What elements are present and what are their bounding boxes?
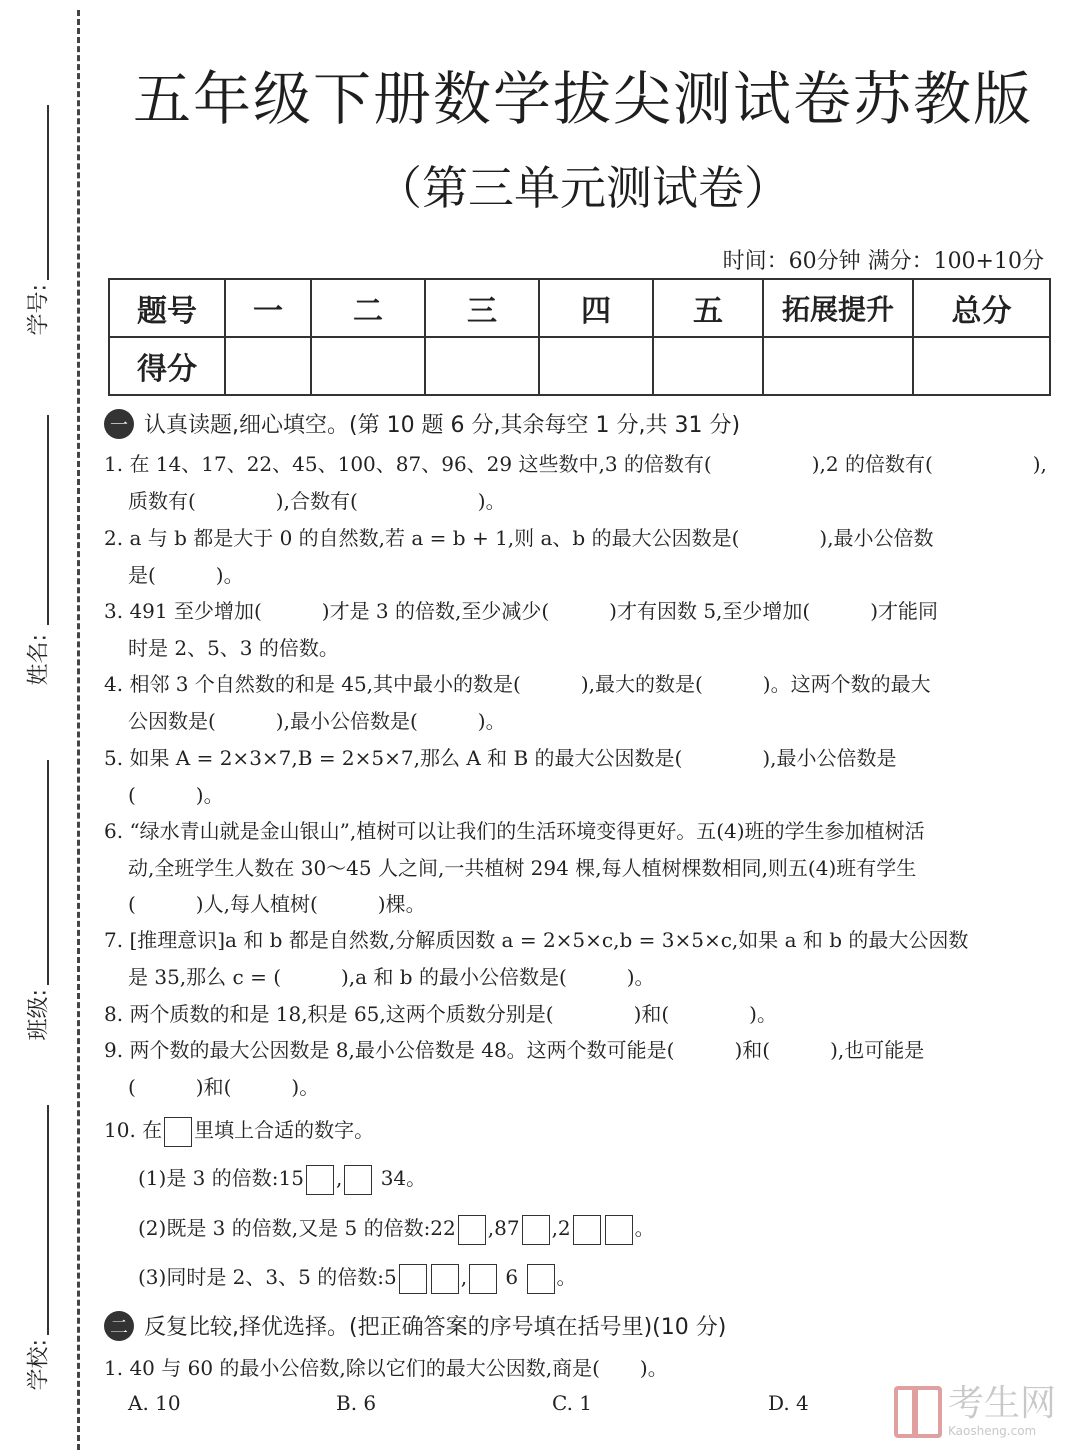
score-header-cell: 四	[539, 279, 653, 337]
question-line: 4. 相邻 3 个自然数的和是 45,其中最小的数是( ),最大的数是( )。这两个数的最大	[104, 672, 931, 696]
q10-sub1	[138, 1162, 426, 1195]
question-line: 是( )。	[128, 562, 244, 587]
question-line: 3. 491 至少增加( )才是 3 的倍数,至少减少( )才有因数 5,至少增加( )才能同	[104, 599, 939, 623]
score-header-cell: 题号	[109, 279, 225, 337]
question-2	[104, 520, 1048, 593]
question-line: 8. 两个质数的和是 18,积是 65,这两个质数分别是( )和( )。	[104, 1002, 777, 1026]
q10-sub2-text: ,2	[551, 1216, 571, 1240]
score-cell[interactable]	[425, 337, 539, 395]
name-field-line[interactable]	[47, 415, 49, 625]
question-4	[104, 666, 1048, 739]
answer-box[interactable]	[458, 1215, 486, 1245]
score-cell[interactable]	[539, 337, 653, 395]
q10-suffix: 里填上合适的数字。	[194, 1118, 375, 1142]
score-cell[interactable]	[653, 337, 763, 395]
binding-dashed-line	[77, 10, 80, 1450]
question-line: 动,全班学生人数在 30～45 人之间,一共植树 294 棵,每人植树棵数相同,则五(4)班有学生	[128, 855, 917, 880]
watermark-domain: Kaosheng.com	[947, 1424, 1037, 1438]
score-cell[interactable]	[913, 337, 1050, 395]
question-line: 1. 在 14、17、22、45、100、87、96、29 这些数中,3 的倍数有( ),2 的倍数有( ),	[104, 452, 1047, 476]
question-line: 质数有( ),合数有( )。	[128, 488, 506, 513]
student-no-field-line[interactable]	[47, 105, 49, 280]
watermark-logo-icon	[894, 1386, 942, 1438]
question-6	[104, 813, 1048, 923]
answer-box[interactable]	[527, 1264, 555, 1294]
section-number-badge: 一	[104, 409, 134, 439]
question-line: 6. “绿水青山就是金山银山”,植树可以让我们的生活环境变得更好。五(4)班的学生参加植树活	[104, 819, 925, 843]
section2-question-1	[104, 1350, 1048, 1387]
q10-prefix: 10. 在	[104, 1118, 163, 1142]
option-a[interactable]: A. 10	[128, 1391, 181, 1415]
score-header-cell: 总分	[913, 279, 1050, 337]
answer-box[interactable]	[399, 1264, 427, 1294]
school-field-line[interactable]	[47, 1105, 49, 1335]
section-two-heading	[104, 1310, 726, 1341]
q10-sub1-text: 34。	[380, 1166, 427, 1190]
question-line: 9. 两个数的最大公因数是 8,最小公倍数是 48。这两个数可能是( )和( ),也可能是	[104, 1038, 925, 1062]
answer-box[interactable]	[605, 1215, 633, 1245]
question-line: 时是 2、5、3 的倍数。	[128, 635, 339, 660]
answer-box[interactable]	[306, 1165, 334, 1195]
q10-sub2	[138, 1212, 655, 1245]
name-label: 姓名:	[26, 634, 52, 686]
q10-sub3-text: ,	[460, 1265, 468, 1289]
exam-meta: 时间：60分钟 满分：100+10分	[722, 249, 1044, 274]
score-cell[interactable]	[311, 337, 425, 395]
question-10	[104, 1112, 1048, 1149]
score-cell[interactable]	[225, 337, 311, 395]
q10-sub2-text: 。	[634, 1216, 655, 1240]
section-one-title: 认真读题,细心填空。(第 10 题 6 分,其余每空 1 分,共 31 分)	[144, 413, 741, 438]
question-line: ( )人,每人植树( )棵。	[128, 892, 426, 916]
question-line: 公因数是( ),最小公倍数是( )。	[128, 708, 506, 733]
option-d[interactable]: D. 4	[768, 1391, 809, 1415]
answer-box[interactable]	[573, 1215, 601, 1245]
question-line: 7. [推理意识]a 和 b 都是自然数,分解质因数 a = 2×5×c,b = 3×5×c,如果 a 和 b 的最大公因数	[104, 928, 969, 952]
question-1	[104, 446, 1048, 519]
q10-sub3-text: (3)同时是 2、3、5 的倍数:5	[138, 1265, 397, 1289]
q10-sub3-text: 。	[556, 1265, 577, 1289]
question-line: 2. a 与 b 都是大于 0 的自然数,若 a = b + 1,则 a、b 的最大公因数是( ),最小公倍数	[104, 526, 934, 550]
student-no-label: 学号:	[26, 284, 52, 336]
question-5	[104, 740, 1048, 813]
q10-sub2-text: ,87	[487, 1216, 520, 1240]
answer-box[interactable]	[344, 1165, 372, 1195]
question-9	[104, 1032, 1048, 1105]
question-8	[104, 996, 1048, 1033]
question-7	[104, 922, 1048, 995]
answer-box[interactable]	[522, 1215, 550, 1245]
score-row-label: 得分	[109, 337, 225, 395]
score-table	[108, 278, 1051, 396]
watermark-name: 考生网	[947, 1383, 1056, 1424]
score-table-header-row	[109, 279, 1050, 337]
score-header-cell: 五	[653, 279, 763, 337]
answer-box[interactable]	[469, 1264, 497, 1294]
score-header-cell: 一	[225, 279, 311, 337]
question-line: 是 35,那么 c = ( ),a 和 b 的最小公倍数是( )。	[128, 964, 655, 989]
question-3	[104, 593, 1048, 666]
section-two-title: 反复比较,择优选择。(把正确答案的序号填在括号里)(10 分)	[144, 1315, 727, 1340]
page-subtitle: （第三单元测试卷）	[376, 161, 790, 215]
section-number-badge: 二	[104, 1311, 134, 1341]
question-line: 5. 如果 A = 2×3×7,B = 2×5×7,那么 A 和 B 的最大公因数是( ),最小公倍数是	[104, 746, 897, 770]
class-field-line[interactable]	[47, 760, 49, 985]
q10-sub2-text: (2)既是 3 的倍数,又是 5 的倍数:22	[138, 1216, 456, 1240]
option-c[interactable]: C. 1	[552, 1391, 593, 1415]
answer-box[interactable]	[164, 1117, 192, 1147]
score-table-score-row	[109, 337, 1050, 395]
watermark	[894, 1383, 1056, 1438]
score-header-cell: 拓展提升	[763, 279, 913, 337]
q10-sub1-text: (1)是 3 的倍数:15	[138, 1166, 304, 1190]
score-header-cell: 二	[311, 279, 425, 337]
q10-sub3-text: 6	[505, 1265, 519, 1289]
page-title: 五年级下册数学拔尖测试卷苏教版	[132, 65, 1033, 133]
question-line: ( )。	[128, 782, 224, 807]
q10-sub3	[138, 1261, 577, 1294]
score-header-cell: 三	[425, 279, 539, 337]
question-line: 1. 40 与 60 的最小公倍数,除以它们的最大公因数,商是( )。	[104, 1356, 668, 1380]
q10-sub1-text: ,	[335, 1166, 343, 1190]
section-one-heading	[104, 408, 740, 439]
option-b[interactable]: B. 6	[336, 1391, 377, 1415]
score-cell[interactable]	[763, 337, 913, 395]
class-label: 班级:	[26, 989, 52, 1041]
question-line: ( )和( )。	[128, 1074, 320, 1099]
school-label: 学校:	[26, 1339, 52, 1391]
answer-box[interactable]	[431, 1264, 459, 1294]
